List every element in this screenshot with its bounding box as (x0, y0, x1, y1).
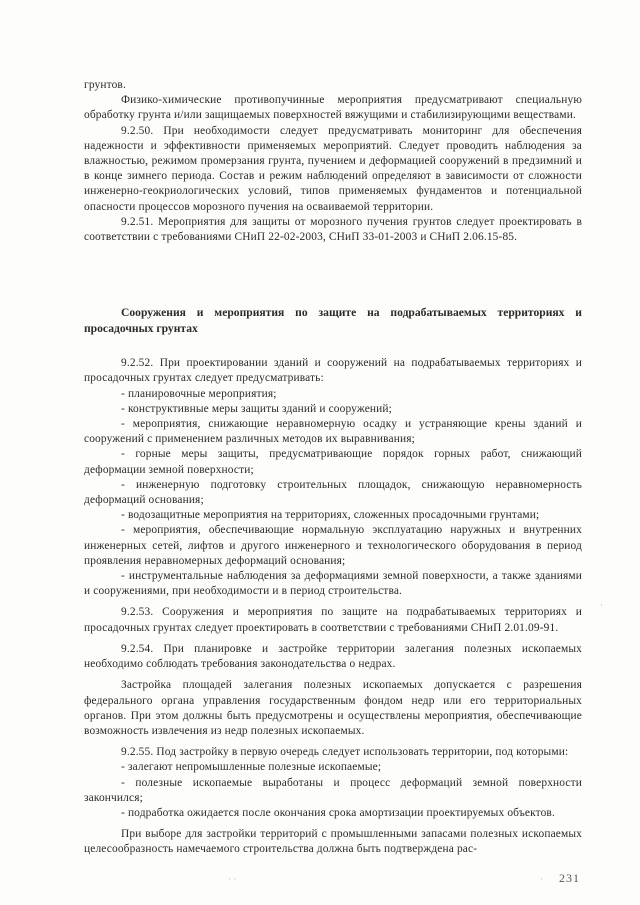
list-item: - мероприятия, обеспечивающие нормальную эксплуатацию наружных и внутренних инженерных сетей, лифтов и другого инженерного и технологического оборудования в период проявления неравномерных деформаций основания; (84, 524, 582, 567)
list-item: - полезные ископаемые выработаны и процесс деформаций земной поверхности закончился; (84, 776, 582, 804)
paragraph: 9.2.51. Мероприятия для защиты от морозного пучения грунтов следует проектировать в соответствии с требованиями СНиП 22-02-2003, СНиП 33-01-2003 и СНиП 2.06.15-85. (84, 215, 582, 244)
paragraph: 9.2.52. При проектировании зданий и сооружений на подрабатываемых территориях и просадочных грунтах следует предусматривать: (84, 357, 582, 385)
list-item: - подработка ожидается после окончания срока амортизации проектируемых объектов. (121, 806, 555, 819)
list-item: - горные меры защиты, предусматривающие порядок горных работ, снижающий деформации земной поверхности; (84, 448, 582, 476)
page-number: 231 (559, 871, 580, 885)
document-page (84, 78, 582, 858)
list-item: - мероприятия, снижающие неравномерную осадку и устраняющие крены зданий и сооружений с применением различных методов их выравнивания; (84, 418, 582, 446)
scan-mark: · (540, 874, 543, 884)
list-item: - водозащитные мероприятия на территориях, сложенных просадочными грунтами; (121, 509, 540, 522)
paragraph: грунтов. (84, 79, 126, 91)
paragraph: 9.2.53. Сооружения и мероприятия по защите на подрабатываемых территориях и просадочных грунтах следует проектировать в соответствии с требованиями СНиП 2.01.09-91. (84, 606, 582, 634)
list-item: - конструктивные меры защиты зданий и сооружений; (121, 402, 392, 415)
list-item: - залегают непромышленные полезные ископаемые; (121, 761, 382, 774)
list-item: - инженерную подготовку строительных площадок, снижающую неравномерность деформаций основания; (84, 478, 582, 507)
list-item: - планировочные мероприятия; (121, 387, 277, 400)
scan-mark: · · (228, 874, 237, 884)
section-heading: Сооружения и мероприятия по защите на подрабатываемых территориях и просадочных грунтах (84, 306, 582, 335)
paragraph: При выборе для застройки территорий с промышленными запасами полезных ископаемых целесообразность намечаемого строительства должна быть подтверждена рас- (84, 828, 582, 856)
paragraph: 9.2.50. При необходимости следует предусматривать мониторинг для обеспечения надежности и эффективности применяемых мероприятий. Следует проводить наблюдения за влажностью, режимом промерзания грунта, пучением и деформацией сооружений в предзимний и в конце зимнего периода. Состав и режим наблюдений определяют в зависимости от сложности инженерно-геокриологических условий, типов применяемых фундаментов и потенциальной опасности процессов морозного пучения на осваиваемой территории. (84, 124, 582, 213)
scan-mark: · (600, 600, 603, 610)
paragraph: Застройка площадей залегания полезных ископаемых допускается с разрешения федерального органа управления государственным фондом недр или его территориальных органов. При этом должны быть предусмотрены и осуществлены мероприятия, обеспечивающие возможность извлечения из недр полезных ископаемых. (84, 679, 582, 737)
list-item: - инструментальные наблюдения за деформациями земной поверхности, а также зданиями и сооружениями, при необходимости и в период строительства. (84, 570, 582, 598)
paragraph: Физико-химические противопучинные мероприятия предусматривают специальную обработку грунта и/или защищаемых поверхностей вяжущими и стабилизирующими веществами. (84, 94, 582, 122)
paragraph: 9.2.55. Под застройку в первую очередь следует использовать территории, под которыми: (121, 746, 569, 759)
paragraph: 9.2.54. При планировке и застройке территории залегания полезных ископаемых необходимо соблюдать требования законодательства о недрах. (84, 642, 582, 671)
